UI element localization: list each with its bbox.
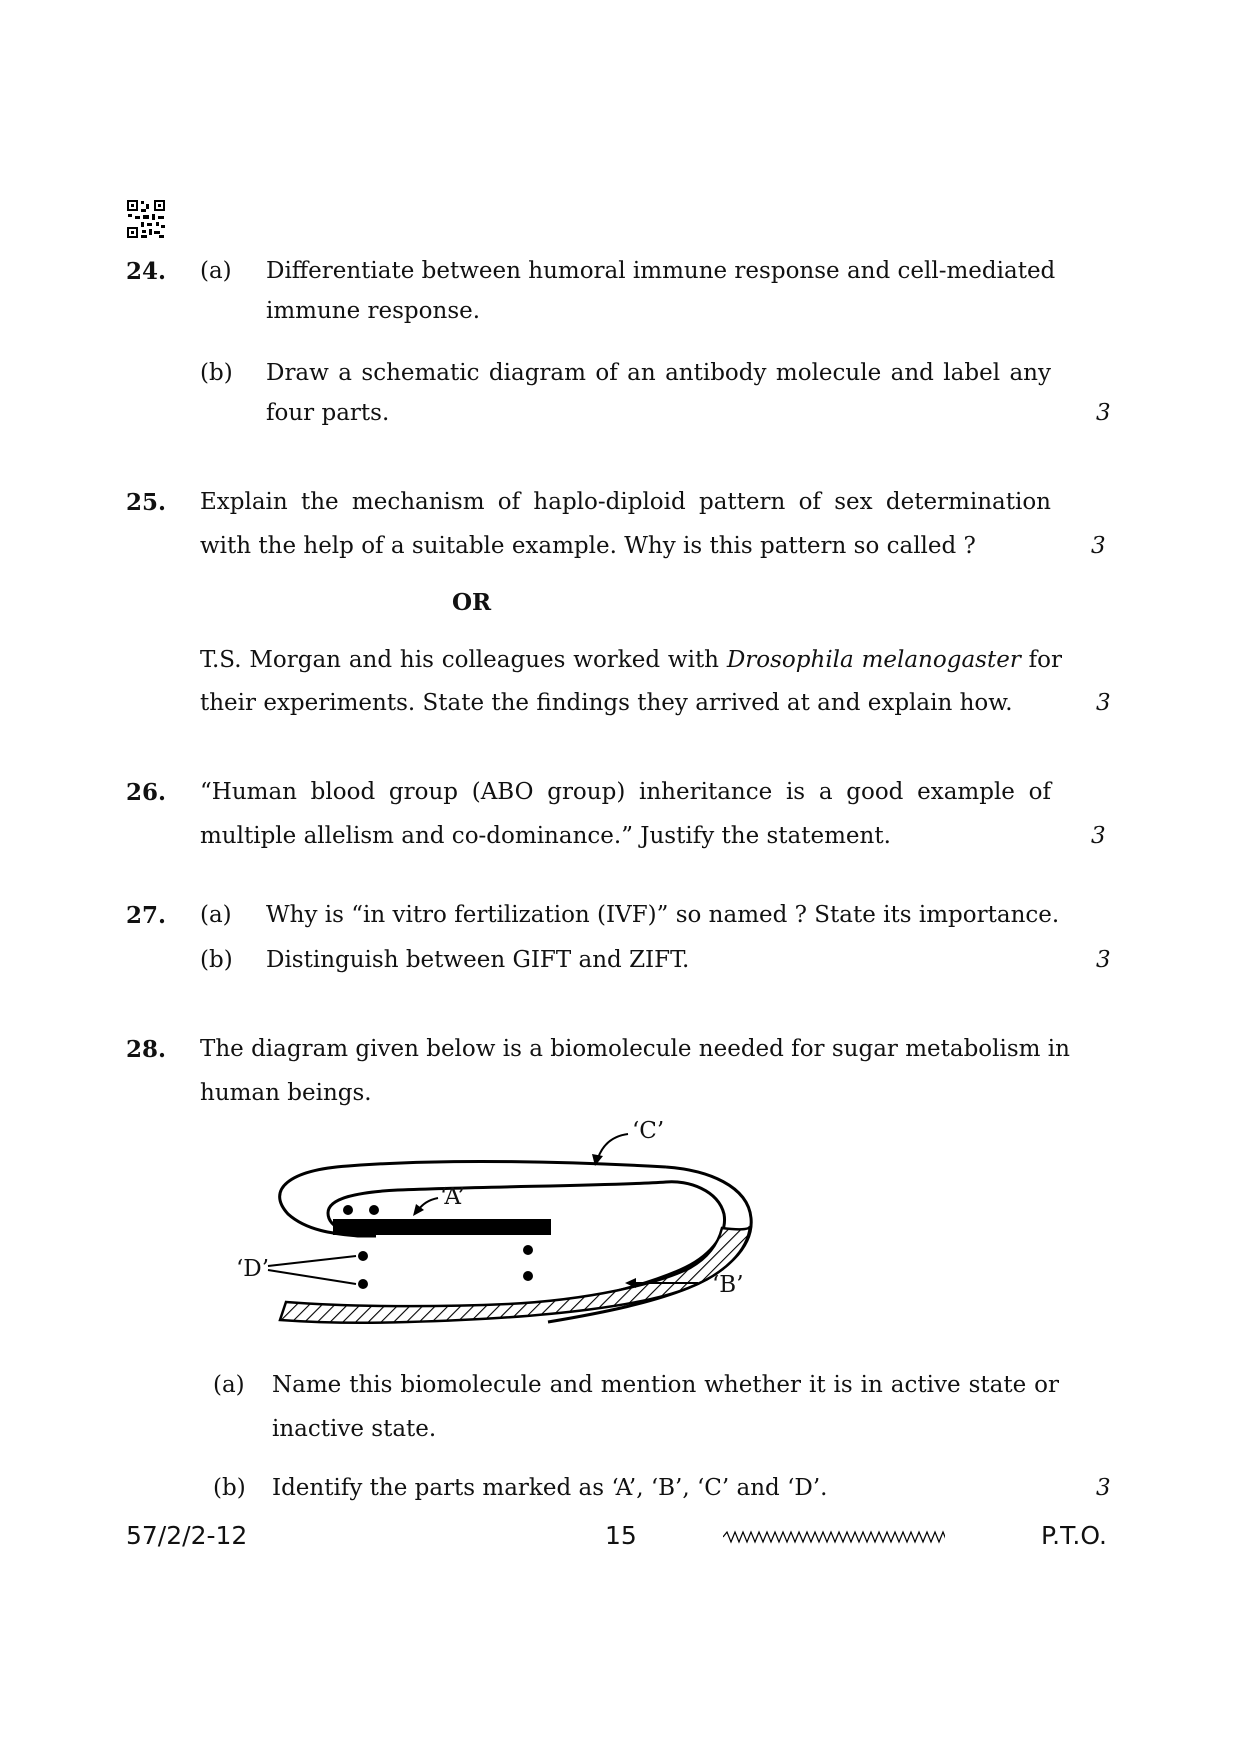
question-text: Distinguish between GIFT and ZIFT.	[266, 947, 690, 973]
question-text: multiple allelism and co-dominance.” Justify the statement.	[200, 823, 891, 849]
question-text: Explain the mechanism of haplo-diploid pattern of sex determination	[200, 489, 1051, 515]
diagram-label-b: ‘B’	[712, 1272, 744, 1298]
question-text	[200, 647, 1062, 673]
question-text-part: T.S. Morgan and his colleagues worked with	[200, 647, 727, 673]
marks: 3	[1091, 533, 1106, 559]
part-label: (a)	[200, 902, 232, 928]
question-text: four parts.	[266, 400, 390, 426]
wavy-line-icon	[723, 1530, 945, 1544]
question-number: 28.	[126, 1036, 167, 1063]
part-label: (b)	[200, 947, 233, 973]
question-text: immune response.	[266, 298, 481, 324]
dot	[523, 1271, 533, 1281]
question-text-part: for	[1020, 647, 1063, 673]
dot	[523, 1245, 533, 1255]
question-text: their experiments. State the findings they arrived at and explain how.	[200, 690, 1013, 716]
question-number: 27.	[126, 902, 167, 929]
wavy-line-decoration	[723, 1529, 945, 1548]
enzyme-diagram-svg	[228, 1118, 828, 1340]
d-pointer-line	[268, 1256, 356, 1266]
species-name: Drosophila melanogaster	[726, 647, 1021, 673]
marks: 3	[1096, 400, 1111, 426]
question-number: 26.	[126, 779, 167, 806]
marks: 3	[1096, 947, 1111, 973]
part-label: (b)	[200, 360, 233, 386]
marks: 3	[1096, 1475, 1111, 1501]
page-number: 15	[605, 1521, 637, 1550]
marks: 3	[1091, 823, 1106, 849]
or-separator: OR	[452, 589, 492, 616]
pto-label: P.T.O.	[1041, 1521, 1107, 1550]
question-text: inactive state.	[272, 1416, 437, 1442]
marks: 3	[1096, 690, 1111, 716]
diagram-label-c: ‘C’	[632, 1118, 665, 1144]
biomolecule-diagram	[228, 1118, 828, 1340]
question-text: Differentiate between humoral immune response and cell-mediated	[266, 258, 1056, 284]
part-label: (a)	[200, 258, 232, 284]
question-text: Name this biomolecule and mention whether it is in active state or	[272, 1372, 1059, 1398]
dot	[369, 1205, 379, 1215]
question-text: human beings.	[200, 1080, 372, 1106]
qr-code	[126, 199, 166, 243]
part-a-bar	[333, 1219, 551, 1235]
diagram-label-d: ‘D’	[236, 1256, 270, 1282]
dot	[358, 1251, 368, 1261]
part-b-hatched	[280, 1226, 750, 1323]
part-label: (a)	[213, 1372, 245, 1398]
part-label: (b)	[213, 1475, 246, 1501]
question-number: 24.	[126, 258, 167, 285]
diagram-label-a: ‘A’	[440, 1184, 465, 1210]
question-text: Identify the parts marked as ‘A’, ‘B’, ‘C’ and ‘D’.	[272, 1475, 828, 1501]
question-text: “Human blood group (ABO group) inheritance is a good example of	[200, 779, 1051, 805]
question-text: Why is “in vitro fertilization (IVF)” so named ? State its importance.	[266, 902, 1060, 928]
qr-code-icon	[126, 199, 166, 239]
c-arrow	[598, 1134, 628, 1158]
question-text: The diagram given below is a biomolecule needed for sugar metabolism in	[200, 1036, 1070, 1062]
paper-code: 57/2/2-12	[126, 1521, 248, 1550]
d-pointer-line	[268, 1270, 356, 1284]
dot	[343, 1205, 353, 1215]
question-number: 25.	[126, 489, 167, 516]
dot	[358, 1279, 368, 1289]
question-text: with the help of a suitable example. Why is this pattern so called ?	[200, 533, 976, 559]
question-text: Draw a schematic diagram of an antibody molecule and label any	[266, 360, 1051, 386]
